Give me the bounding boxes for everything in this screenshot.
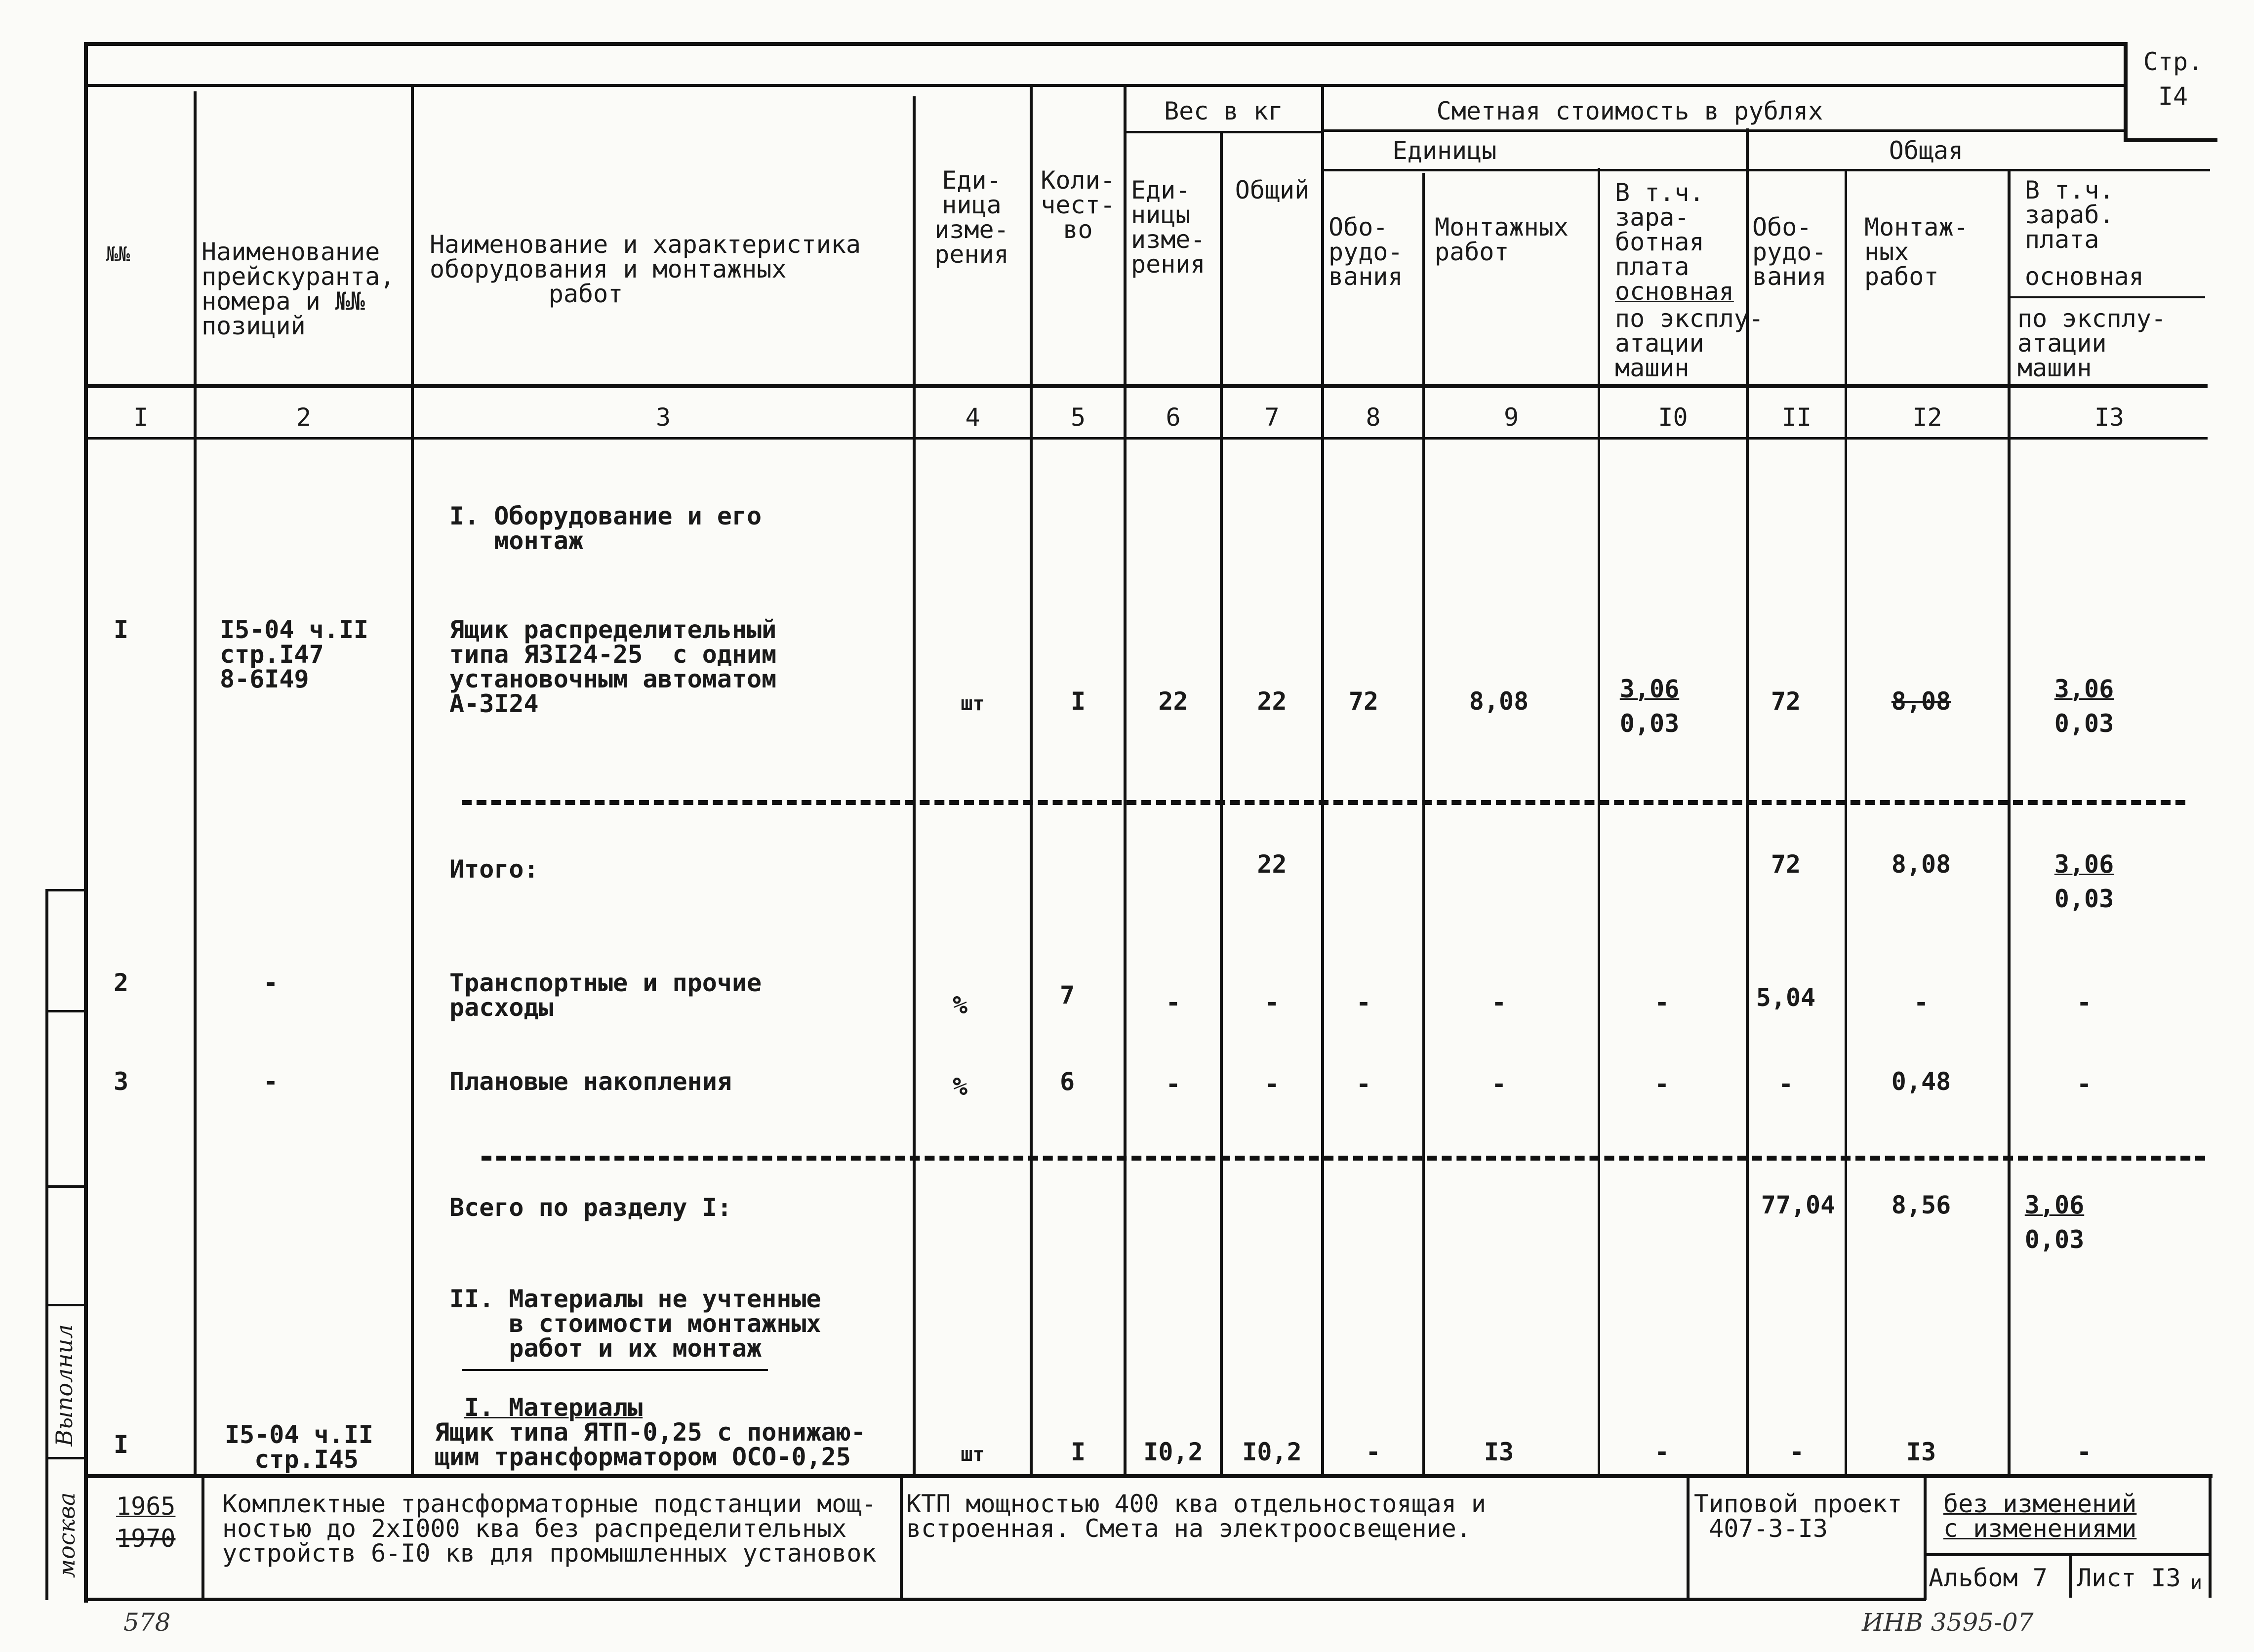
row3-name: Плановые накопления <box>449 1067 732 1096</box>
row1-c9: 8,08 <box>1469 687 1529 716</box>
row1-no: I <box>114 615 129 644</box>
stamp-v5 <box>2069 1553 2072 1598</box>
header-price-list: Наименование прейскуранта, номера и №№ позиций <box>201 238 395 340</box>
vsego-c12: 8,56 <box>1891 1191 1951 1219</box>
stamp-v1 <box>201 1474 204 1600</box>
stamp-year-1: 1965 <box>116 1492 176 1521</box>
colnum-12: I2 <box>1912 403 1942 432</box>
stamp-bottom-line <box>84 1598 1926 1601</box>
header-c10-top: В т.ч. зара- ботная плата <box>1615 178 1704 281</box>
header-unit-group: Единицы <box>1392 136 1497 165</box>
row3-price: - <box>263 1067 279 1096</box>
row3-no: 3 <box>114 1067 129 1096</box>
row3-c6: - <box>1166 1070 1181 1098</box>
row4-c13: - <box>2076 1438 2092 1466</box>
colnum-8: 8 <box>1366 403 1381 432</box>
col-line-7 <box>1321 86 1324 1474</box>
weight-group-line <box>1124 131 1324 133</box>
row2-c10: - <box>1654 988 1670 1017</box>
row2-c12: - <box>1913 988 1929 1017</box>
row4-c8: - <box>1366 1438 1381 1466</box>
header-weight-unit: Еди- ницы изме- рения <box>1131 176 1206 279</box>
row1-qty: I <box>1070 687 1086 716</box>
row1-c10a: 3,06 <box>1619 675 1680 703</box>
col-line-4 <box>1030 86 1033 1474</box>
col13-split-line <box>2008 296 2205 298</box>
stamp-album: Альбом 7 <box>1929 1564 2048 1592</box>
side-strip-h5 <box>45 1457 85 1459</box>
stamp-sheet: Лист I3 <box>2077 1564 2181 1592</box>
row4-price: I5-04 ч.II стр.I45 <box>225 1420 374 1474</box>
stamp-album-line <box>1924 1553 2210 1556</box>
itogo-label: Итого: <box>449 855 539 884</box>
side-strip-border <box>45 889 48 1600</box>
separator-dashed-1 <box>462 800 2185 805</box>
header-c10-bot: по эксплу- атации машин <box>1615 304 1764 382</box>
row1-c11: 72 <box>1771 687 1801 716</box>
row3-c12: 0,48 <box>1891 1067 1951 1096</box>
colnum-13: I3 <box>2094 403 2125 432</box>
unit-total-line <box>1321 169 2210 171</box>
row1-c10b: 0,03 <box>1619 709 1680 738</box>
section2-title-underline <box>462 1369 768 1371</box>
row1-unit: шт <box>961 692 985 715</box>
col-line-5 <box>1124 86 1127 1474</box>
col-line-9 <box>1598 168 1600 1474</box>
row2-name: Транспортные и прочие расходы <box>449 968 762 1022</box>
col-line-8 <box>1422 173 1425 1474</box>
section2-sub: I. Материалы <box>464 1393 643 1422</box>
colnum-10: I0 <box>1658 403 1688 432</box>
itogo-w-total: 22 <box>1257 850 1287 879</box>
header-c11: Обо- рудо- вания <box>1752 213 1827 291</box>
stamp-top-line <box>84 1474 2213 1478</box>
colnum-6: 6 <box>1166 403 1181 432</box>
table-top-border <box>84 42 2124 46</box>
row2-c6: - <box>1166 988 1181 1017</box>
colnum-bottom-line <box>84 437 2208 440</box>
separator-dashed-2 <box>482 1156 2205 1161</box>
row1-name: Ящик распределительный типа ЯЗI24-25 с одним установочным автоматом А-3I24 <box>449 615 777 718</box>
stamp-right-border <box>2209 1474 2212 1598</box>
row1-c13a: 3,06 <box>2054 675 2114 703</box>
row1-w-total: 22 <box>1257 687 1287 716</box>
side-city-label: москва <box>53 1492 80 1578</box>
page-box-left <box>2124 42 2128 141</box>
stamp-subtitle: КТП мощностью 400 ква отдельностоящая и встроенная. Смета на электроосвещение. <box>906 1490 1486 1543</box>
header-c10-mid: основная <box>1615 277 1734 306</box>
colnum-2: 2 <box>296 403 312 432</box>
header-c13-mid: основная <box>2025 262 2144 291</box>
row3-c7: - <box>1264 1070 1280 1098</box>
row3-unit: % <box>952 1072 968 1101</box>
row2-unit: % <box>952 991 968 1019</box>
section1-title: I. Оборудование и его монтаж <box>449 502 762 555</box>
row3-c11: - <box>1778 1070 1794 1098</box>
stamp-title: Комплектные трансформаторные подстанции мощ- ностью до 2хI000 ква без распределительных устройств 6-I0 кв для промышленных установок <box>222 1490 877 1568</box>
row2-no: 2 <box>114 968 129 997</box>
row4-no: I <box>114 1430 129 1459</box>
page-number: I4 <box>2158 82 2188 111</box>
row4-name: Ящик типа ЯТП-0,25 с понижаю- щим трансформатором ОСО-0,25 <box>435 1418 866 1471</box>
row3-c8: - <box>1356 1070 1371 1098</box>
side-executed-label: Выполнил <box>51 1324 78 1447</box>
row1-c13b: 0,03 <box>2054 709 2114 738</box>
row4-c10: - <box>1654 1438 1670 1466</box>
itogo-c11: 72 <box>1771 850 1801 879</box>
header-c13-bot: по эксплу- атации машин <box>2017 304 2167 382</box>
stamp-sheet-suffix: и <box>2190 1571 2203 1594</box>
col-line-11 <box>1845 170 1847 1474</box>
row1-c8: 72 <box>1348 687 1379 716</box>
row4-c9: I3 <box>1484 1438 1514 1466</box>
row3-c13: - <box>2076 1070 2092 1098</box>
col-line-3 <box>913 96 916 1474</box>
vsego-label: Всего по разделу I: <box>449 1193 732 1222</box>
header-cost-group: Сметная стоимость в рублях <box>1436 97 1823 125</box>
row3-c10: - <box>1654 1070 1670 1098</box>
colnum-9: 9 <box>1503 403 1519 432</box>
stamp-v4 <box>1924 1474 1927 1600</box>
colnum-11: II <box>1781 403 1812 432</box>
page-label: Стр. <box>2143 47 2203 76</box>
row3-c9: - <box>1491 1070 1507 1098</box>
col-line-12 <box>2008 170 2011 1474</box>
header-weight-group: Вес в кг <box>1164 97 1283 125</box>
row4-qty: I <box>1070 1438 1086 1466</box>
stamp-status-1: без изменений <box>1943 1490 2137 1518</box>
itogo-c13b: 0,03 <box>2054 885 2114 913</box>
header-c13-top: В т.ч. зараб. плата <box>2025 176 2114 254</box>
header-num: №№ <box>106 243 130 266</box>
row2-c7: - <box>1264 988 1280 1017</box>
row2-c13: - <box>2076 988 2092 1017</box>
table-header-line <box>84 84 2124 87</box>
vsego-c13a: 3,06 <box>2024 1191 2085 1219</box>
col-line-2 <box>411 86 414 1474</box>
header-c12: Монтаж- ных работ <box>1864 213 1969 291</box>
row4-c12: I3 <box>1906 1438 1936 1466</box>
row1-price: I5-04 ч.II стр.I47 8-6I49 <box>220 615 369 693</box>
vsego-c13b: 0,03 <box>2024 1225 2085 1254</box>
header-c9: Монтажных работ <box>1435 213 1569 266</box>
itogo-c12: 8,08 <box>1891 850 1951 879</box>
header-c8: Обо- рудо- вания <box>1328 213 1403 291</box>
colnum-4: 4 <box>965 403 980 432</box>
row1-w-unit: 22 <box>1158 687 1188 716</box>
row4-w-unit: I0,2 <box>1143 1438 1203 1466</box>
header-bottom-line <box>84 384 2208 388</box>
handwritten-right: ИНВ 3595-07 <box>1862 1608 2034 1637</box>
stamp-v2 <box>900 1474 903 1600</box>
header-weight-total: Общий <box>1235 176 1310 204</box>
col-line-1 <box>194 91 197 1474</box>
row2-c11: 5,04 <box>1756 983 1816 1012</box>
row2-qty: 7 <box>1059 981 1075 1009</box>
colnum-5: 5 <box>1070 403 1086 432</box>
stamp-project: Типовой проект 407-3-I3 <box>1694 1490 1902 1543</box>
header-unit: Еди- ница изме- рения <box>934 166 1009 269</box>
side-strip-h2 <box>45 1010 85 1012</box>
page-box-bottom <box>2124 138 2217 142</box>
side-strip-h3 <box>45 1185 85 1188</box>
colnum-7: 7 <box>1264 403 1280 432</box>
row4-unit: шт <box>961 1443 985 1466</box>
handwritten-left: 578 <box>123 1608 171 1637</box>
row3-qty: 6 <box>1059 1067 1075 1096</box>
stamp-v3 <box>1687 1474 1690 1600</box>
vsego-c11: 77,04 <box>1761 1191 1836 1219</box>
row2-c9: - <box>1491 988 1507 1017</box>
row2-price: - <box>263 968 279 997</box>
table-left-border <box>84 42 88 1603</box>
header-quantity: Коли- чест- во <box>1041 166 1115 244</box>
section2-title: II. Материалы не учтенные в стоимости монтажных работ и их монтаж <box>449 1285 821 1363</box>
side-strip-h1 <box>45 889 85 891</box>
colnum-3: 3 <box>655 403 671 432</box>
stamp-year-2: 1970 <box>116 1524 176 1553</box>
header-equipment-name: Наименование и характеристика оборудования и монтажных работ <box>430 230 861 308</box>
colnum-1: I <box>133 403 149 432</box>
cost-group-line <box>1321 129 2124 132</box>
row4-c11: - <box>1789 1438 1805 1466</box>
side-strip-h4 <box>45 1304 85 1306</box>
row2-c8: - <box>1356 988 1371 1017</box>
header-total-group: Общая <box>1889 136 1964 165</box>
row1-c12: 8,08 <box>1891 687 1951 716</box>
itogo-c13a: 3,06 <box>2054 850 2114 879</box>
row4-w-total: I0,2 <box>1242 1438 1302 1466</box>
stamp-status-2: с изменениями <box>1943 1514 2137 1543</box>
